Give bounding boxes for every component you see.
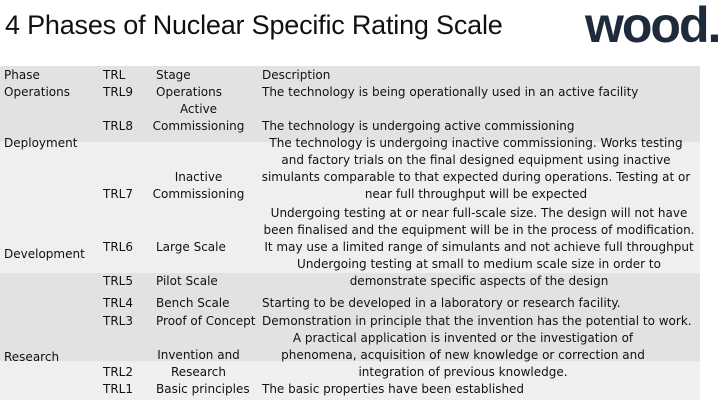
header-description: Description xyxy=(262,68,331,82)
trl9-stage: Operations xyxy=(156,85,222,99)
trl4-level: TRL4 xyxy=(103,296,133,310)
trl9-description: The technology is being operationally used in an active facility xyxy=(262,85,639,99)
trl5-level: TRL5 xyxy=(103,274,133,288)
phase-research: Research xyxy=(4,350,60,364)
trl8-level: TRL8 xyxy=(103,119,133,133)
header-trl: TRL xyxy=(103,68,126,82)
trl3-stage: Proof of Concept xyxy=(156,314,256,328)
trl1-description: The basic properties have been established xyxy=(262,382,525,396)
trl6-level: TRL6 xyxy=(103,240,133,254)
trl1-level: TRL1 xyxy=(103,382,133,396)
trl5-description: Undergoing testing at small to medium scale size in order to demonstrate specific aspects of the design xyxy=(297,257,661,288)
trl3-description: Demonstration in principle that the invention has the potential to work. xyxy=(262,314,692,328)
trl1-stage: Basic principles xyxy=(156,382,250,396)
trl9-level: TRL9 xyxy=(103,85,133,99)
trl6-stage: Large Scale xyxy=(156,240,226,254)
rating-scale-table xyxy=(0,66,700,400)
trl2-stage: Invention and Research xyxy=(157,348,240,379)
trl5-stage: Pilot Scale xyxy=(156,274,218,288)
trl3-level: TRL3 xyxy=(103,314,133,328)
trl2-level: TRL2 xyxy=(103,365,133,379)
header-phase: Phase Operations xyxy=(4,68,70,99)
trl2-description: A practical application is invented or the investigation of phenomena, acquisition of new knowledge or correction and integration of previous knowledge. xyxy=(281,331,645,379)
phase-development: Development xyxy=(4,247,85,261)
trl4-stage: Bench Scale xyxy=(156,296,230,310)
trl4-description: Starting to be developed in a laboratory or research facility. xyxy=(262,296,621,310)
trl7-level: TRL7 xyxy=(103,187,133,201)
trl8-stage: Active Commissioning xyxy=(152,102,245,133)
trl8-description: The technology is undergoing active commissioning xyxy=(262,119,575,133)
header-stage: Stage xyxy=(156,68,191,82)
phase-deployment: Deployment xyxy=(4,136,78,150)
trl7-description: The technology is undergoing inactive commissioning. Works testing and factory trials on the final designed equipment using inactive simulants comparable to that expected during operations. Testing at or near full throughput will be expected xyxy=(261,136,691,201)
trl7-stage: Inactive Commissioning xyxy=(152,170,245,201)
wood-logo: wood. xyxy=(585,0,720,53)
trl6-description: Undergoing testing at or near full-scale size. The design will not have been finalised and the equipment will be in the process of modification. It may use a limited range of simulants and not achieve full throughput xyxy=(263,206,695,254)
slide-title: 4 Phases of Nuclear Specific Rating Scale xyxy=(5,10,503,40)
